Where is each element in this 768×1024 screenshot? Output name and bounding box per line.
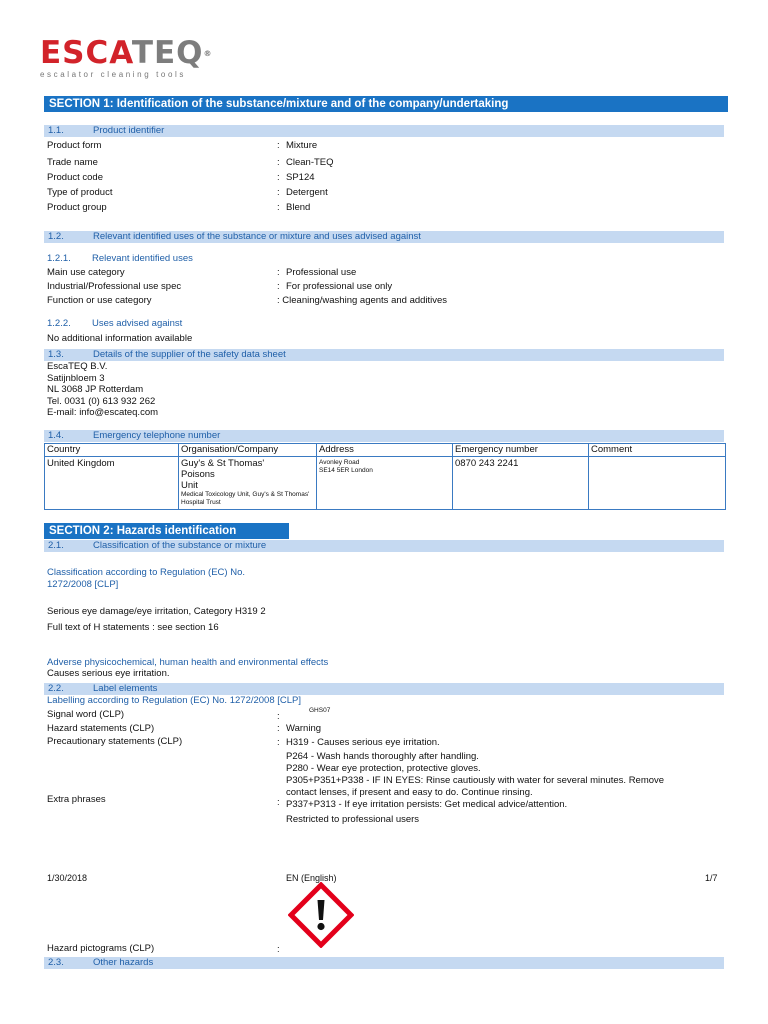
org-line: Unit bbox=[181, 480, 198, 491]
subsection-number: 1.2. bbox=[48, 231, 64, 242]
row-value: Mixture bbox=[286, 140, 318, 151]
table-header-row bbox=[45, 444, 726, 457]
row-label: Main use category bbox=[47, 267, 125, 278]
company-logo bbox=[40, 35, 220, 79]
subsection-title: Emergency telephone number bbox=[93, 430, 221, 441]
subsection-number: 2.1. bbox=[48, 540, 64, 551]
row-separator: : bbox=[277, 202, 280, 213]
footer-page-number: 1/7 bbox=[705, 873, 718, 883]
logo-word-left: ESCA bbox=[40, 35, 132, 71]
advised-against-text: No additional information available bbox=[47, 333, 193, 344]
adverse-effects-heading: Adverse physicochemical, human health and environmental effects bbox=[47, 657, 329, 668]
supplier-city: NL 3068 JP Rotterdam bbox=[47, 384, 144, 395]
labelling-heading: Labelling according to Regulation (EC) No. 1272/2008 [CLP] bbox=[47, 695, 302, 706]
logo-wordmark bbox=[40, 35, 220, 71]
column-header: Organisation/Company bbox=[179, 444, 317, 457]
subsection-2-3 bbox=[44, 957, 724, 969]
address-line: SE14 5ER London bbox=[319, 466, 373, 474]
subsection-1-4 bbox=[44, 430, 724, 442]
subsection-title: Classification of the substance or mixture bbox=[93, 540, 267, 551]
cell-organisation bbox=[179, 457, 317, 510]
table-row bbox=[45, 457, 726, 510]
row-label: Signal word (CLP) bbox=[47, 709, 125, 720]
phrase-line: P280 - Wear eye protection, protective gloves. bbox=[286, 763, 481, 774]
row-value: Clean-TEQ bbox=[286, 157, 334, 168]
row-separator: : bbox=[277, 944, 280, 955]
row-label: Type of product bbox=[47, 187, 113, 198]
row-separator: : bbox=[277, 711, 280, 722]
heading-line: 1272/2008 [CLP] bbox=[47, 579, 119, 590]
row-separator: : bbox=[277, 172, 280, 183]
precautionary-phrases bbox=[286, 751, 664, 826]
subsection-2-2 bbox=[44, 683, 724, 695]
cell-country bbox=[45, 457, 179, 510]
subsection-number: 1.3. bbox=[48, 349, 64, 360]
phrase-line: Restricted to professional users bbox=[286, 814, 420, 825]
cell-address bbox=[317, 457, 453, 510]
row-label: Product code bbox=[47, 172, 103, 183]
supplier-name: EscaTEQ B.V. bbox=[47, 361, 108, 372]
org-line: Poisons bbox=[181, 469, 215, 480]
row-label: Trade name bbox=[47, 157, 98, 168]
subsection-number: 1.1. bbox=[48, 125, 64, 136]
subsection-1-3 bbox=[44, 349, 724, 361]
row-label: Hazard statements (CLP) bbox=[47, 723, 155, 734]
row-separator: : bbox=[277, 723, 280, 734]
section-2-title: SECTION 2: Hazards identification bbox=[44, 523, 289, 539]
supplier-street: Satijnbloem 3 bbox=[47, 372, 105, 384]
row-value: For professional use only bbox=[286, 281, 393, 292]
column-header: Emergency number bbox=[453, 444, 589, 457]
subsection-number: 2.2. bbox=[48, 683, 64, 694]
emergency-number-text: 0870 243 2241 bbox=[455, 458, 519, 469]
subsection-title: Product identifier bbox=[93, 125, 165, 136]
adverse-effects-text: Causes serious eye irritation. bbox=[47, 668, 170, 679]
row-value: Detergent bbox=[286, 187, 328, 198]
row-label: Product group bbox=[47, 202, 107, 213]
cell-comment bbox=[589, 457, 726, 510]
column-header: Address bbox=[317, 444, 453, 457]
column-header: Country bbox=[45, 444, 179, 457]
subsection-title: Label elements bbox=[93, 683, 158, 694]
footer-language: EN (English) bbox=[286, 873, 337, 883]
phrase-line: P264 - Wash hands thoroughly after handling. bbox=[286, 751, 479, 762]
supplier-email[interactable]: E-mail: info@escateq.com bbox=[47, 407, 159, 418]
subsection-1-1 bbox=[44, 125, 724, 137]
cell-emergency-number bbox=[453, 457, 589, 510]
heading-line: Classification according to Regulation (EC) No. bbox=[47, 567, 246, 578]
supplier-phone: Tel. 0031 (0) 613 932 262 bbox=[47, 395, 156, 407]
row-separator: : bbox=[277, 140, 280, 151]
ghs-code: GHS07 bbox=[309, 707, 331, 714]
country-text: United Kingdom bbox=[47, 458, 115, 469]
row-separator: : bbox=[277, 187, 280, 198]
subsection-1-2 bbox=[44, 231, 724, 243]
row-separator: : bbox=[277, 797, 280, 808]
phrase-line: P337+P313 - If eye irritation persists: Get medical advice/attention. bbox=[286, 799, 568, 810]
row-separator: : bbox=[277, 267, 280, 278]
logo-registered-mark: ® bbox=[203, 49, 213, 58]
emergency-contact-table bbox=[44, 443, 726, 510]
row-value: H319 - Causes serious eye irritation. bbox=[286, 737, 440, 748]
row-value: : Cleaning/washing agents and additives bbox=[277, 295, 448, 306]
row-separator: : bbox=[277, 737, 280, 748]
section-1-title: SECTION 1: Identification of the substance/mixture and of the company/undertaking bbox=[44, 96, 728, 112]
subsection-number: 1.2.2. bbox=[47, 318, 71, 329]
subsection-title: Relevant identified uses bbox=[92, 253, 193, 264]
subsection-title: Other hazards bbox=[93, 957, 154, 968]
row-separator: : bbox=[277, 157, 280, 168]
row-label: Industrial/Professional use spec bbox=[47, 281, 182, 292]
row-label: Extra phrases bbox=[47, 794, 106, 805]
phrase-line: contact lenses, if present and easy to do. Continue rinsing. bbox=[286, 787, 533, 798]
classification-line: Serious eye damage/eye irritation, Category H319 2 bbox=[47, 606, 266, 617]
subsection-number: 2.3. bbox=[48, 957, 64, 968]
org-detail: Medical Toxicology Unit, Guy's & St Thomas' Hospital Trust bbox=[181, 491, 310, 506]
subsection-number: 1.2.1. bbox=[47, 253, 71, 264]
exclamation-mark-pictogram-icon bbox=[288, 882, 354, 948]
full-text-line: Full text of H statements : see section 16 bbox=[47, 622, 219, 633]
row-value: SP124 bbox=[286, 172, 315, 183]
supplier-address bbox=[47, 361, 158, 419]
row-value: Warning bbox=[286, 723, 322, 734]
row-label: Hazard pictograms (CLP) bbox=[47, 943, 155, 954]
row-label: Precautionary statements (CLP) bbox=[47, 736, 183, 747]
subsection-title: Uses advised against bbox=[92, 318, 183, 329]
phrase-line: P305+P351+P338 - IF IN EYES: Rinse cautiously with water for several minutes. Remove bbox=[286, 775, 665, 786]
subsection-title: Relevant identified uses of the substance or mixture and uses advised against bbox=[93, 231, 421, 242]
org-line: Guy's & St Thomas' bbox=[181, 458, 265, 469]
address-line: Avonley Road bbox=[319, 459, 360, 466]
column-header: Comment bbox=[589, 444, 726, 457]
footer-date: 1/30/2018 bbox=[47, 873, 88, 883]
row-value: Blend bbox=[286, 202, 311, 213]
row-value: Professional use bbox=[286, 267, 357, 278]
logo-word-right: TEQ bbox=[131, 35, 204, 71]
classification-heading bbox=[47, 567, 245, 591]
logo-tagline: escalator cleaning tools bbox=[40, 70, 187, 79]
subsection-number: 1.4. bbox=[48, 430, 64, 441]
subsection-title: Details of the supplier of the safety data sheet bbox=[93, 349, 286, 360]
row-label: Product form bbox=[47, 140, 102, 151]
row-label: Function or use category bbox=[47, 295, 152, 306]
row-separator: : bbox=[277, 281, 280, 292]
subsection-2-1 bbox=[44, 540, 724, 552]
